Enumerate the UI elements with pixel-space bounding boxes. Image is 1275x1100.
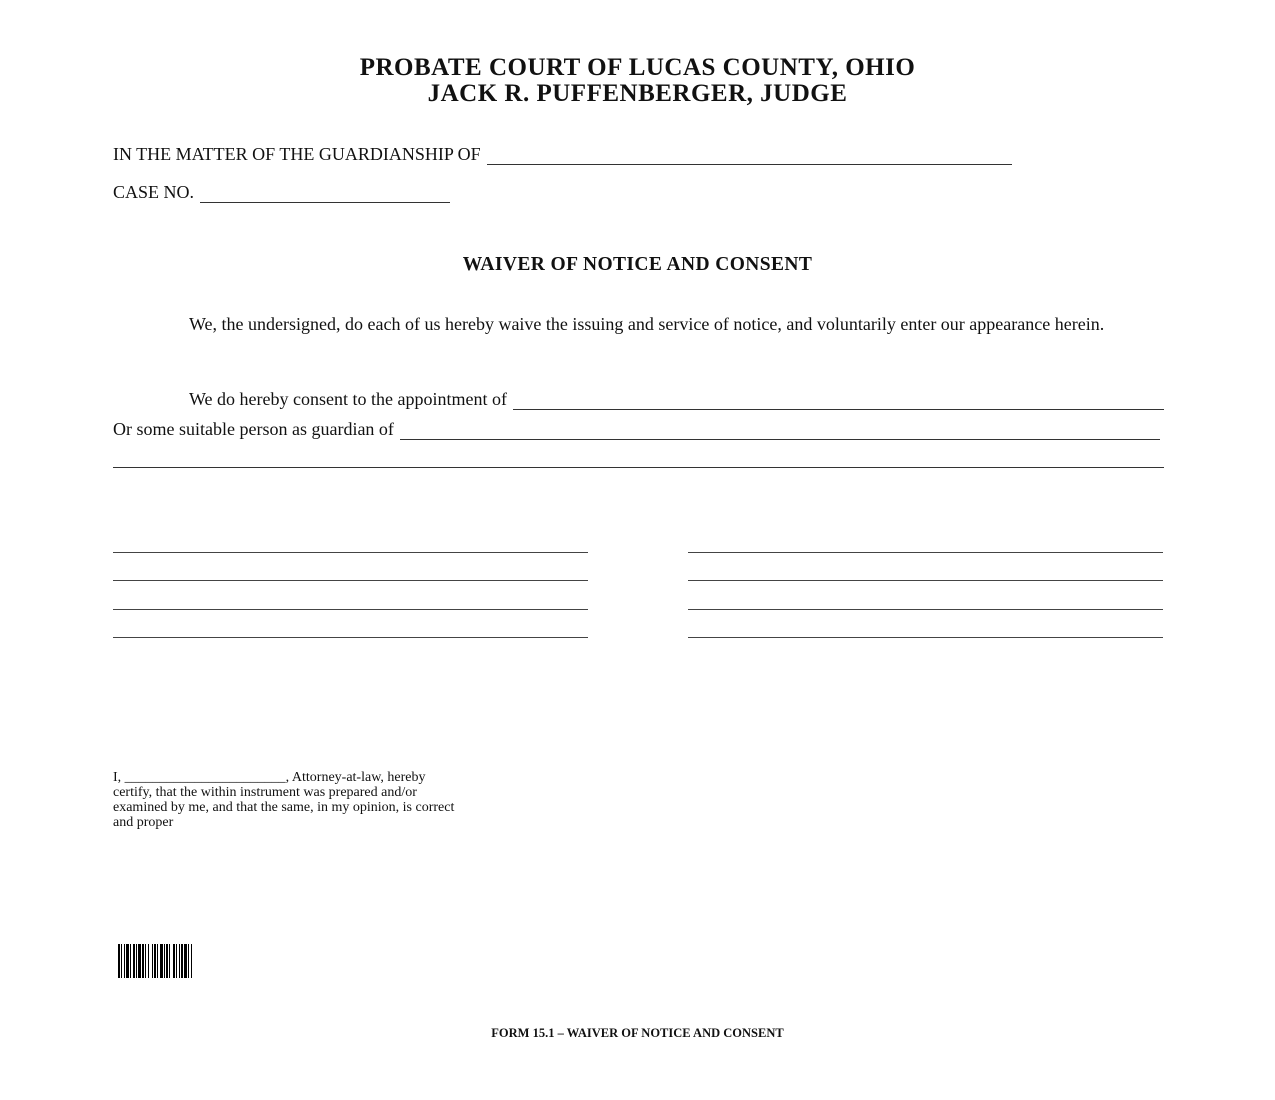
guardian-of-label: Or some suitable person as guardian of — [113, 419, 394, 439]
guardianship-matter-row — [113, 143, 1012, 165]
signature-line[interactable] — [113, 580, 588, 581]
certification-prefix: I, — [113, 770, 122, 785]
case-number-label: CASE NO. — [113, 182, 195, 202]
court-name: PROBATE COURT OF LUCAS COUNTY, OHIO — [359, 54, 916, 81]
consent-appointment-row — [113, 388, 1164, 410]
certification-text: , Attorney-at-law, hereby certify, that the within instrument was prepared and/or examined by me, and that the same, in my opinion, is correct and proper — [113, 770, 455, 830]
ward-name-field[interactable] — [400, 423, 1160, 440]
guardianship-matter-label: IN THE MATTER OF THE GUARDIANSHIP OF — [113, 144, 481, 164]
signature-line[interactable] — [688, 637, 1163, 638]
case-number-row — [113, 181, 450, 203]
consent-appointment-label: We do hereby consent to the appointment of — [189, 389, 507, 409]
signature-line[interactable] — [113, 637, 588, 638]
document-title: WAIVER OF NOTICE AND CONSENT — [462, 254, 813, 275]
signature-line[interactable] — [688, 609, 1163, 610]
case-number-field[interactable] — [200, 186, 450, 203]
ward-name-continuation-field[interactable] — [113, 467, 1164, 468]
attorney-name-field[interactable]: _______________________ — [124, 770, 286, 785]
guardian-of-row — [113, 418, 1160, 440]
attorney-certification — [113, 770, 463, 830]
signature-line[interactable] — [113, 609, 588, 610]
appointee-name-field[interactable] — [513, 393, 1164, 410]
waiver-paragraph: We, the undersigned, do each of us hereby waive the issuing and service of notice, and voluntarily enter our appearance herein. — [189, 314, 1105, 334]
signature-line[interactable] — [688, 552, 1163, 553]
form-barcode — [118, 944, 290, 978]
signature-line[interactable] — [688, 580, 1163, 581]
guardianship-name-field[interactable] — [487, 148, 1012, 165]
judge-name: JACK R. PUFFENBERGER, JUDGE — [427, 80, 848, 107]
signature-line[interactable] — [113, 552, 588, 553]
form-footer: FORM 15.1 – WAIVER OF NOTICE AND CONSENT — [491, 1026, 784, 1040]
barcode-graphic — [118, 944, 290, 978]
